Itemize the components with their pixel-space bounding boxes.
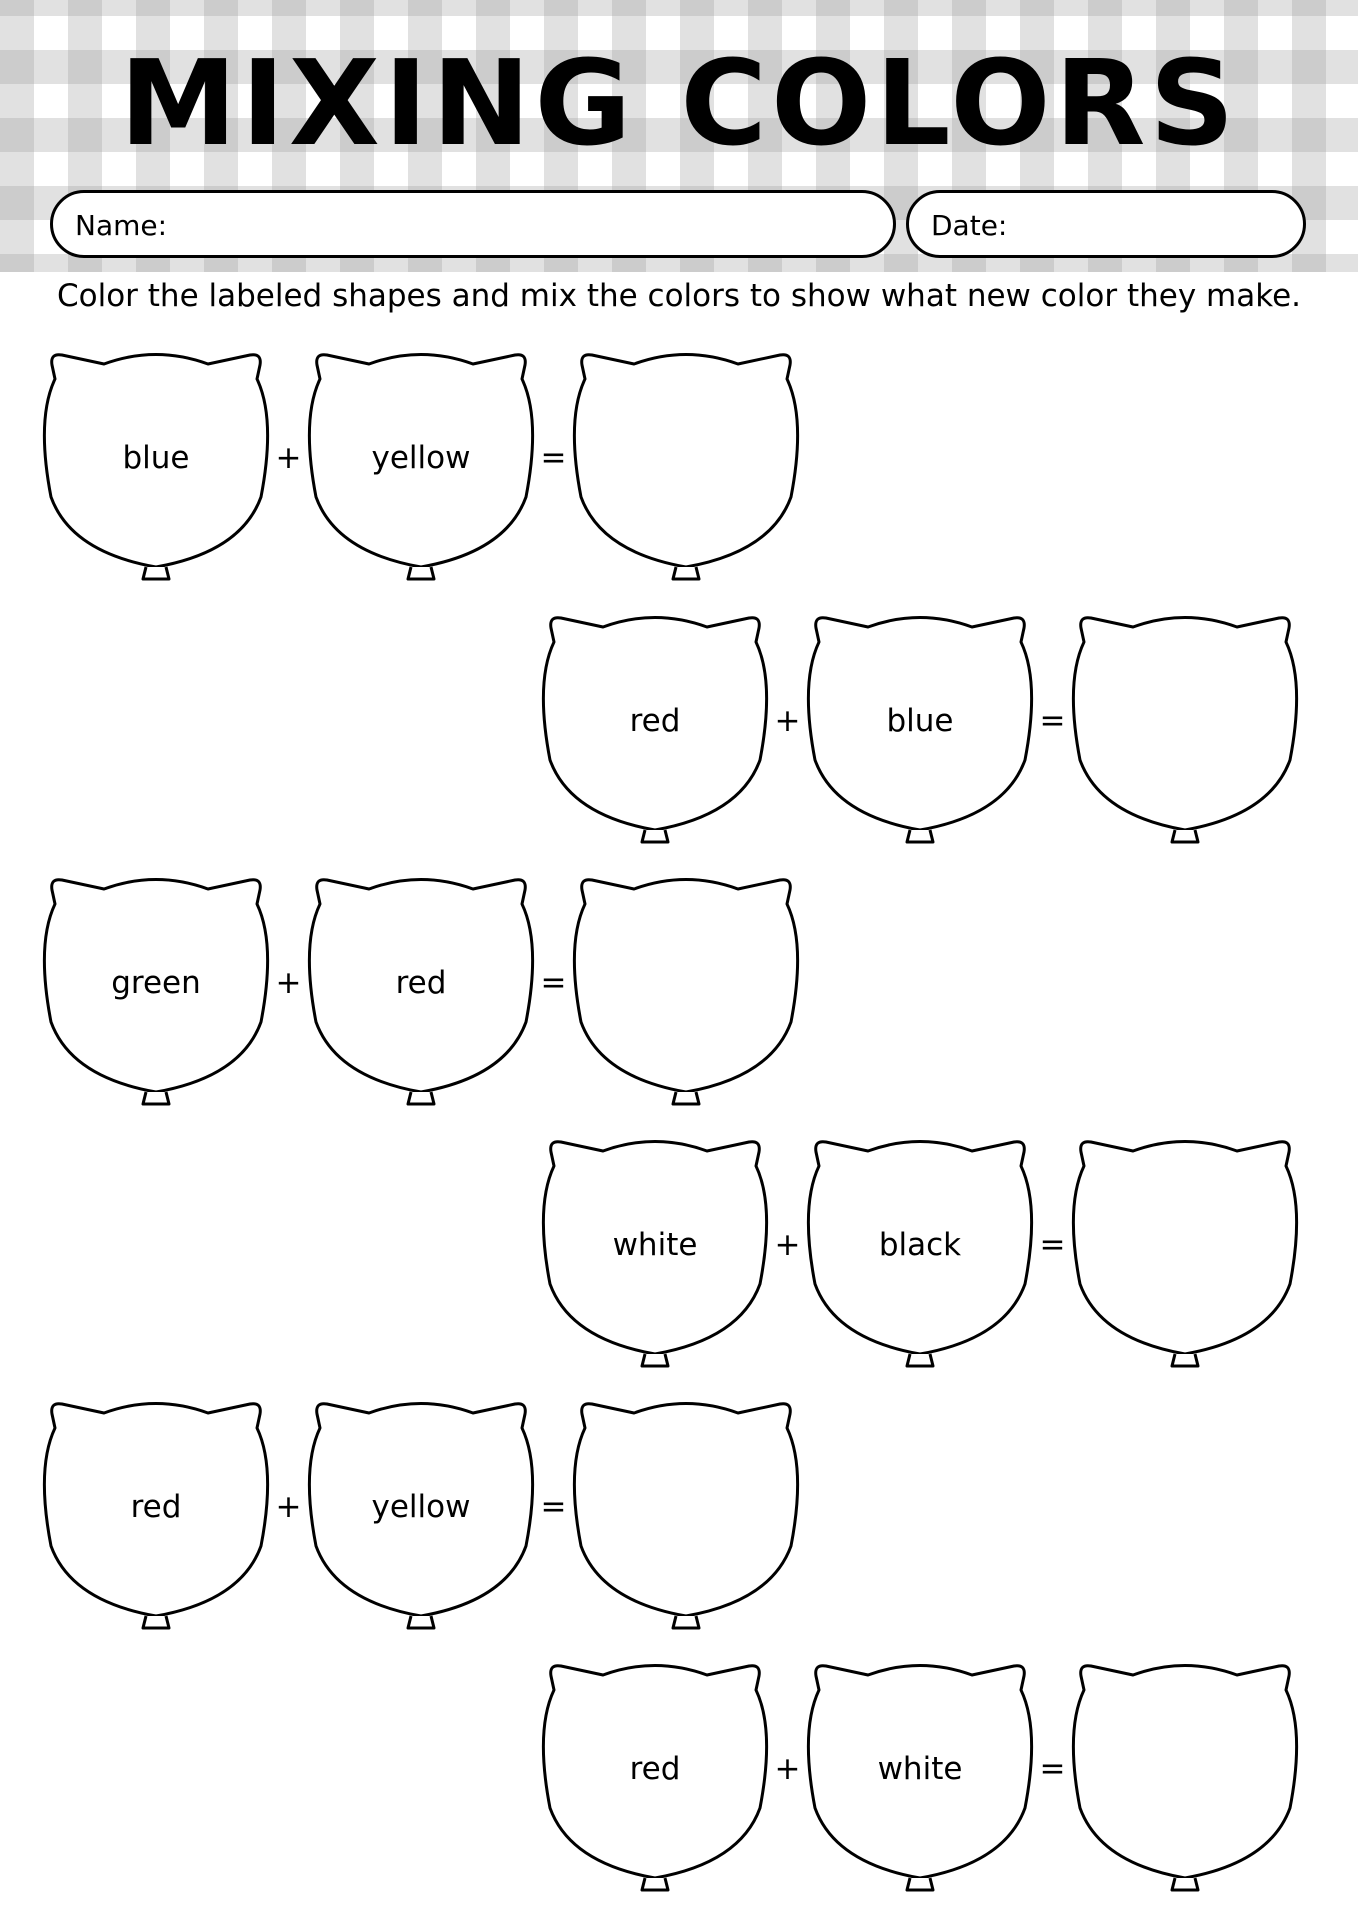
second-color-label: blue	[886, 703, 954, 739]
equals-sign: =	[1039, 703, 1066, 739]
result-color-shape[interactable]	[1073, 618, 1296, 843]
second-color-label: red	[395, 965, 447, 1001]
second-color-label: white	[877, 1751, 963, 1787]
equals-sign: =	[1039, 1227, 1066, 1263]
plus-sign: +	[275, 1489, 302, 1525]
equals-sign: =	[540, 965, 567, 1001]
plus-sign: +	[774, 1751, 801, 1787]
equation-row	[543, 618, 1296, 843]
result-color-shape[interactable]	[574, 355, 797, 580]
second-color-label: black	[878, 1227, 962, 1263]
plus-sign: +	[275, 965, 302, 1001]
plus-sign: +	[774, 1227, 801, 1263]
second-color-label: yellow	[371, 1489, 471, 1525]
instructions: Color the labeled shapes and mix the colors to show what new color they make.	[56, 278, 1301, 314]
second-color-label: yellow	[371, 440, 471, 476]
result-color-shape[interactable]	[1073, 1666, 1296, 1891]
first-color-label: blue	[122, 440, 190, 476]
equation-row	[44, 1404, 797, 1629]
equation-row	[44, 355, 797, 580]
equation-row	[44, 880, 797, 1105]
name-label: Name:	[75, 209, 168, 242]
first-color-label: red	[130, 1489, 182, 1525]
equals-sign: =	[1039, 1751, 1066, 1787]
page-title: MIXING COLORS	[119, 34, 1239, 172]
equation-row	[543, 1142, 1296, 1367]
first-color-label: green	[111, 965, 201, 1001]
plus-sign: +	[774, 703, 801, 739]
first-color-label: red	[629, 703, 681, 739]
result-color-shape[interactable]	[574, 1404, 797, 1629]
result-color-shape[interactable]	[1073, 1142, 1296, 1367]
first-color-label: red	[629, 1751, 681, 1787]
first-color-label: white	[612, 1227, 698, 1263]
result-color-shape[interactable]	[574, 880, 797, 1105]
plus-sign: +	[275, 440, 302, 476]
equation-row	[543, 1666, 1296, 1891]
equals-sign: =	[540, 440, 567, 476]
date-label: Date:	[931, 209, 1008, 242]
equals-sign: =	[540, 1489, 567, 1525]
